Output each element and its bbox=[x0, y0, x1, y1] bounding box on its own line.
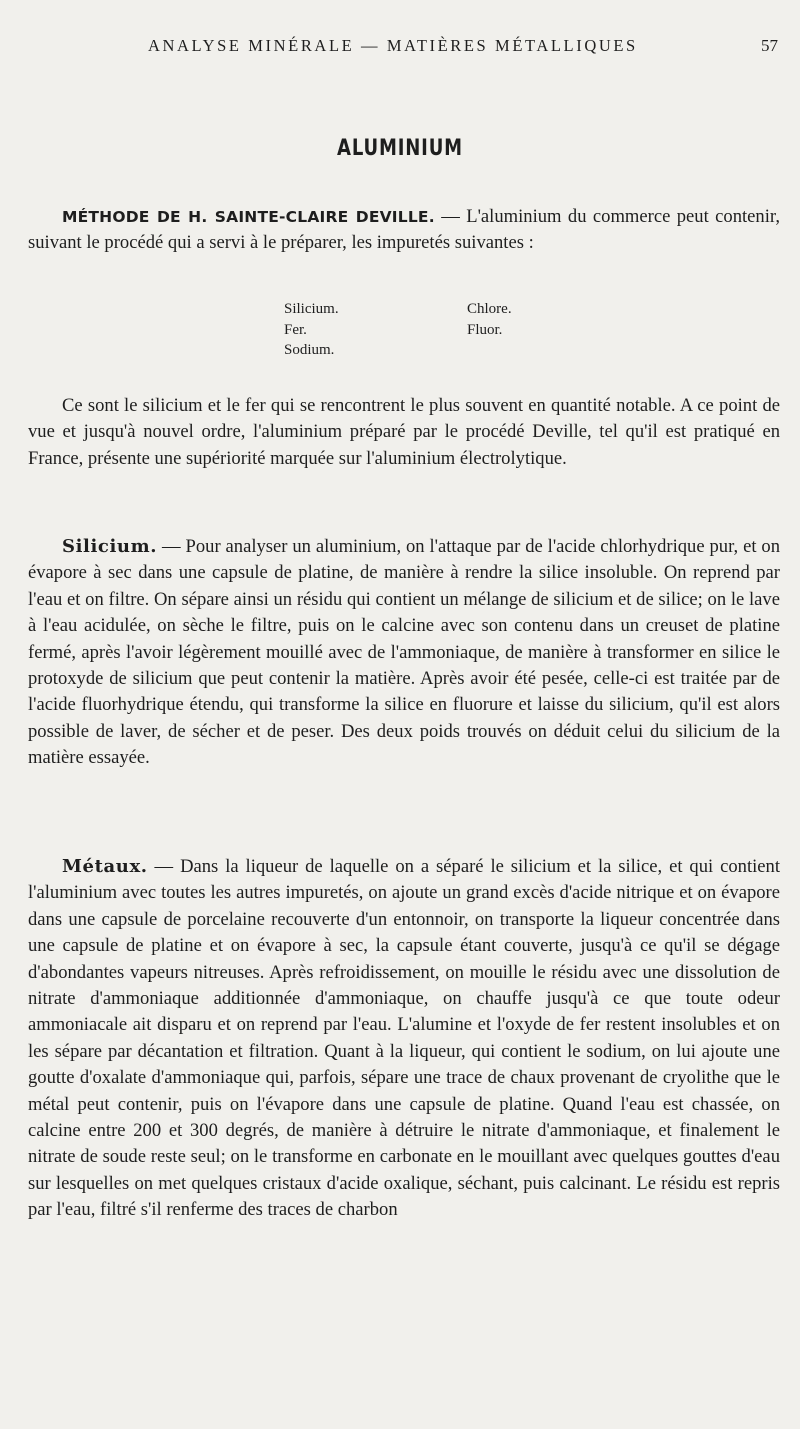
metaux-paragraph bbox=[28, 854, 780, 1224]
section-title: ALUMINIUM bbox=[337, 136, 463, 161]
impurity-item: Fer. bbox=[284, 321, 307, 338]
page-number: 57 bbox=[761, 36, 778, 55]
method-paragraph bbox=[28, 204, 780, 257]
silicium-paragraph bbox=[28, 534, 780, 772]
metaux-heading: Métaux. bbox=[62, 856, 148, 877]
impurities-list bbox=[284, 299, 584, 365]
impurity-item: Sodium. bbox=[284, 342, 335, 358]
running-title: ANALYSE MINÉRALE — MATIÈRES MÉTALLIQUES bbox=[148, 36, 638, 55]
impurity-item: Chlore. bbox=[467, 301, 512, 317]
impurity-item: Silicium. bbox=[284, 301, 339, 317]
metaux-text: — Dans la liqueur de laquelle on a séparé le silicium et la silice, et qui contient l'aluminium avec toutes les autres impuretés, on ajoute un grand excès d'acide nitrique et on évapore dans une capsule de porcelaine recouverte d'un entonnoir, on transporte la liqueur concentrée dans une capsule de platine et on évapore à sec, la capsule étant couverte, jusqu'à ce qu'il se dégage d'abondantes vapeurs nitreuses. Après refroidissement, on mouille le résidu avec une dissolution de nitrate d'ammoniaque additionnée d'ammoniaque, on chauffe jusqu'à ce que toute odeur ammoniacale ait disparu et on reprend par l'eau. L'alumine et l'oxyde de fer restent insolubles et on les sépare par décantation et filtration. Quant à la liqueur, qui contient le sodium, on lui ajoute une goutte d'oxalate d'ammoniaque qui, parfois, sépare une trace de chaux provenant de cryolithe que le métal peut contenir, puis on l'évapore dans une capsule de platine. Quand l'eau est chassée, on calcine entre 200 et 300 degrés, de manière à détruire le nitrate d'ammoniaque, et finalement le nitrate de soude reste seul; on le transforme en carbonate en le mouillant avec quelques gouttes d'eau sur lesquelles on met quelques cristaux d'acide oxalique, séchant, puis calcinant. Le résidu est repris par l'eau, filtré s'il renferme des traces de charbon bbox=[28, 856, 780, 1221]
impurity-item: Fluor. bbox=[467, 321, 503, 338]
silicium-heading: Silicium. bbox=[62, 536, 158, 557]
impurities-column-1 bbox=[284, 299, 339, 361]
running-head bbox=[0, 36, 800, 60]
method-text: — L'aluminium du commerce peut contenir, suivant le procédé qui a servi à le préparer, les impuretés suivantes : bbox=[28, 206, 780, 254]
method-heading: MÉTHODE DE H. SAINTE-CLAIRE DEVILLE. bbox=[62, 208, 435, 226]
impurities-column-2 bbox=[467, 299, 512, 340]
note-paragraph: Ce sont le silicium et le fer qui se rencontrent le plus souvent en quantité notable. A ce point de vue et jusqu'à nouvel ordre, l'aluminium préparé par le procédé Deville, tel qu'il est pratiqué en France, présente une supériorité marquée sur l'aluminium électrolytique. bbox=[28, 395, 780, 469]
silicium-text: — Pour analyser un aluminium, on l'attaque par de l'acide chlorhydrique pur, et on évapore à sec dans une capsule de platine, de manière à rendre la silice insoluble. On reprend par l'eau et on filtre. On sépare ainsi un résidu qui contient un mélange de silicium et de silice; on le lave à l'eau acidulée, on sèche le filtre, puis on le calcine avec son contenu dans un creuset de platine fermé, après l'avoir légèrement mouillé avec de l'ammoniaque, de manière à transformer en silice le protoxyde de silicium que peut contenir la matière. Après avoir été pesée, celle-ci est traitée par de l'acide fluorhydrique étendu, qui transforme la silice en fluorure et laisse du silicium, qu'il est alors possible de laver, de sécher et de peser. Des deux poids trouvés on déduit celui du silicium de la matière essayée. bbox=[28, 536, 780, 769]
